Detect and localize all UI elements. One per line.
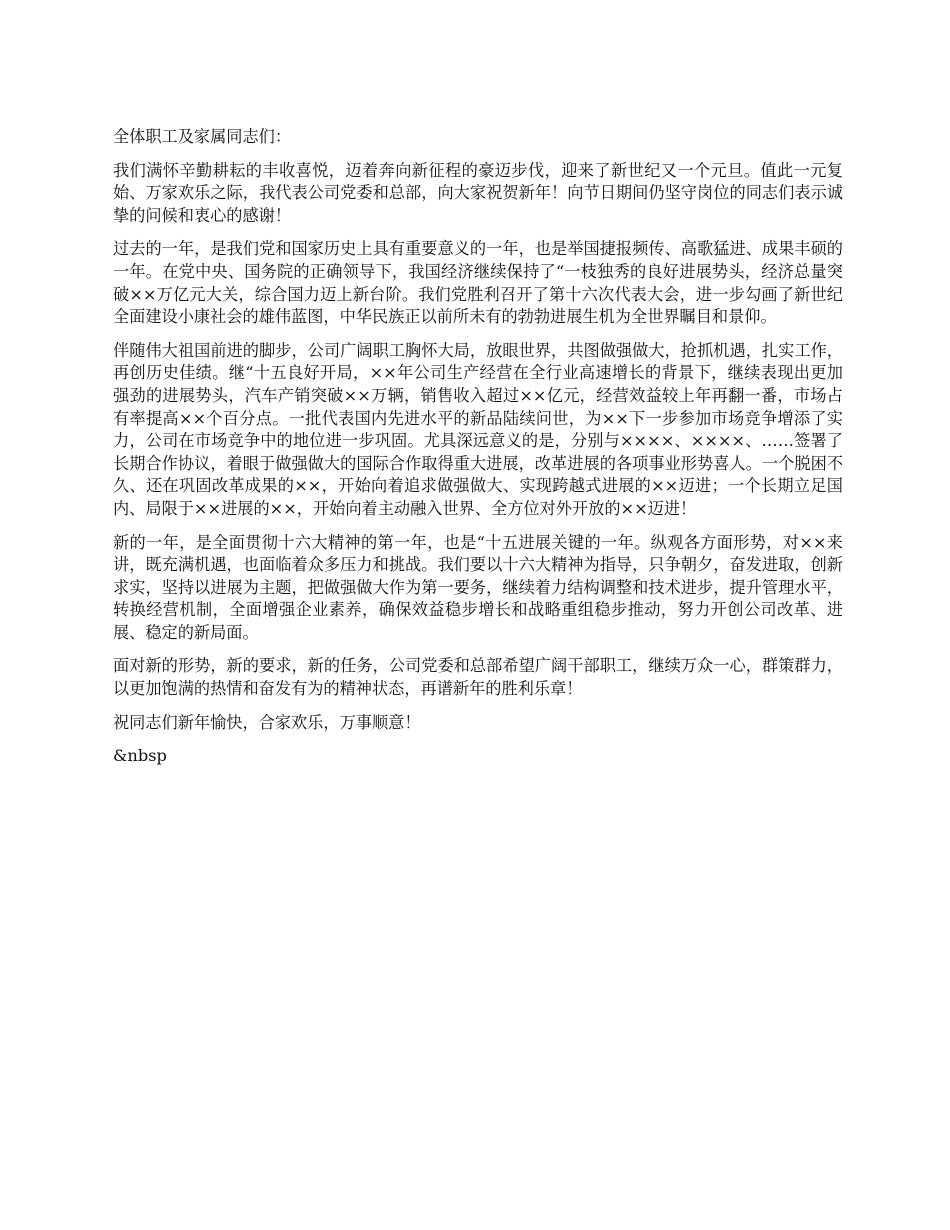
paragraph-company-achievements: 伴随伟大祖国前进的脚步，公司广阔职工胸怀大局，放眼世界，共图做强做大，抢抓机遇，扎实工作，再创历史佳绩。继“十五良好开局，××年公司生产经营在全行业高速增长的背景下，继续表现出更加强劲的进展势头，汽车产销突破××万辆，销售收入超过××亿元，经营效益较上年再翻一番，市场占有率提高××个百分点。一批代表国内先进水平的新品陆续问世，为××下一步参加市场竞争增添了实力，公司在市场竞争中的地位进一步巩固。尤具深远意义的是，分别与××××、××××、……签署了长期合作协议，着眼于做强做大的国际合作取得重大进展，改革进展的各项事业形势喜人。一个脱困不久、还在巩固改革成果的××，开始向着追求做强做大、实现跨越式进展的××迈进；一个长期立足国内、局限于××进展的××，开始向着主动融入世界、全方位对外开放的××迈进！ xyxy=(113,340,843,518)
paragraph-past-year-national: 过去的一年，是我们党和国家历史上具有重要意义的一年，也是举国捷报频传、高歌猛进、成果丰硕的一年。在党中央、国务院的正确领导下，我国经济继续保持了“一枝独秀的良好进展势头，经济总量突破××万亿元大关，综合国力迈上新台阶。我们党胜利召开了第十六次代表大会，进一步勾画了新世纪全面建设小康社会的雄伟蓝图，中华民族正以前所未有的勃勃进展生机为全世界瞩目和景仰。 xyxy=(113,239,843,327)
document-body xyxy=(113,126,843,768)
paragraph-new-year-greeting: 我们满怀辛勤耕耘的丰收喜悦，迈着奔向新征程的豪迈步伐，迎来了新世纪又一个元旦。值此一元复始、万家欢乐之际，我代表公司党委和总部，向大家祝贺新年！向节日期间仍坚守岗位的同志们表示诚挚的问候和衷心的感谢！ xyxy=(113,160,843,225)
paragraph-call-to-action: 面对新的形势，新的要求，新的任务，公司党委和总部希望广阔干部职工，继续万众一心，群策群力，以更加饱满的热情和奋发有为的精神状态，再谱新年的胜利乐章！ xyxy=(113,656,843,699)
paragraph-closing-wishes: 祝同志们新年愉快，合家欢乐，万事顺意！ xyxy=(113,712,421,732)
salutation: 全体职工及家属同志们： xyxy=(113,127,292,146)
trailing-text: &nbsp xyxy=(113,746,167,766)
paragraph-new-year-goals: 新的一年，是全面贯彻十六大精神的第一年，也是“十五进展关键的一年。纵观各方面形势，对××来讲，既充满机遇，也面临着众多压力和挑战。我们要以十六大精神为指导，只争朝夕，奋发进取，创新求实，坚持以进展为主题，把做强做大作为第一要务，继续着力结构调整和技术进步，提升管理水平，转换经营机制，全面增强企业素养，确保效益稳步增长和战略重组稳步推动，努力开创公司改革、进展、稳定的新局面。 xyxy=(113,532,843,642)
